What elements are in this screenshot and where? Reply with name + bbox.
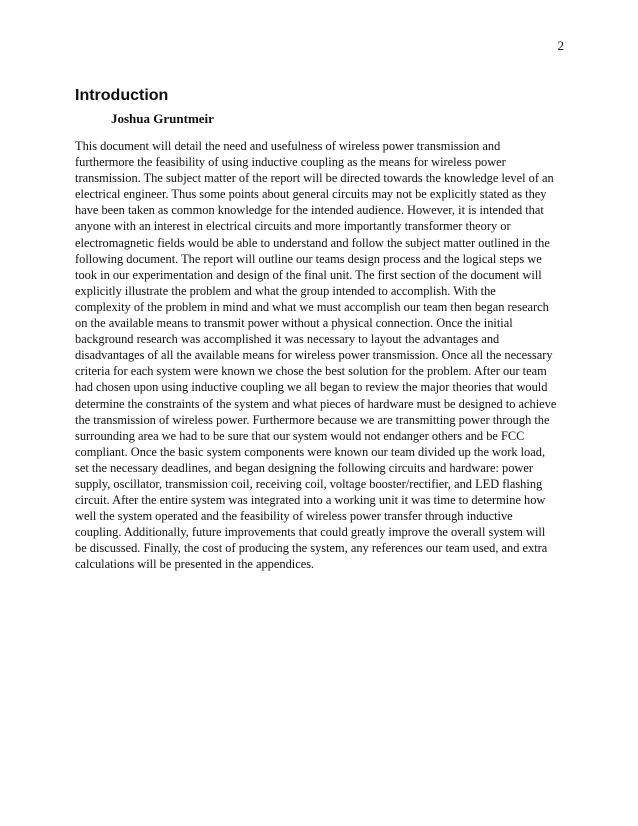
paragraph-line: explicitly illustrate the problem and what the group intended to accomplish. With the — [75, 283, 496, 298]
paragraph-line: disadvantages of all the available means for wireless power transmission. Once all the necessary — [75, 348, 553, 363]
paragraph-line: supply, oscillator, transmission coil, receiving coil, voltage booster/rectifier, and LED flashing — [75, 476, 543, 491]
paragraph-line: coupling. Additionally, future improvements that could greatly improve the overall system will — [75, 525, 546, 540]
paragraph-line: complexity of the problem in mind and what we must accomplish our team then began research — [75, 299, 549, 314]
paragraph-line: transmission. The subject matter of the report will be directed towards the knowledge level of an — [75, 171, 554, 186]
paragraph-line: This document will detail the need and usefulness of wireless power transmission and — [75, 139, 501, 153]
introduction-paragraph — [75, 138, 575, 573]
paragraph-line: on the available means to transmit power without a physical connection. Once the initial — [75, 316, 513, 331]
paragraph-line: surrounding area we had to be sure that our system would not endanger others and be FCC — [75, 428, 525, 443]
paragraph-line: circuit. After the entire system was integrated into a working unit it was time to determine how — [75, 493, 546, 508]
section-heading: Introduction — [75, 87, 169, 104]
paragraph-line: the transmission of wireless power. Furthermore because we are transmitting power through the — [75, 412, 550, 427]
paragraph-line: following document. The report will outline our teams design process and the logical steps we — [75, 251, 542, 266]
paragraph-line: had chosen upon using inductive coupling we all began to review the major theories that would — [75, 380, 548, 395]
paragraph-line: electrical engineer. Thus some points about general circuits may not be explicitly stated as they — [75, 187, 547, 202]
page-number: 2 — [557, 38, 564, 53]
paragraph-line: background research was accomplished it was necessary to layout the advantages and — [75, 332, 500, 347]
paragraph-line: be discussed. Finally, the cost of producing the system, any references our team used, and extra — [75, 541, 548, 556]
paragraph-line: calculations will be presented in the appendices. — [75, 557, 315, 572]
paragraph-line: set the necessary deadlines, and began designing the following circuits and hardware: power — [75, 460, 533, 475]
paragraph-line: well the system operated and the feasibility of wireless power transfer through inductive — [75, 509, 513, 524]
paragraph-line: took in our experimentation and design of the final unit. The first section of the document will — [75, 267, 542, 282]
paragraph-line: determine the constraints of the system and what pieces of hardware must be designed to achieve — [75, 396, 557, 411]
paragraph-line: furthermore the feasibility of using inductive coupling as the means for wireless power — [75, 155, 506, 170]
paragraph-line: compliant. Once the basic system components were known our team divided up the work load, — [75, 444, 546, 459]
paragraph-line: have been taken as common knowledge for the intended audience. However, it is intended that — [75, 203, 544, 218]
author-name: Joshua Gruntmeir — [111, 111, 214, 126]
paragraph-line: anyone with an interest in electrical circuits and more importantly transformer theory or — [75, 219, 511, 234]
paragraph-line: criteria for each system were known we chose the best solution for the problem. After our team — [75, 364, 547, 379]
paragraph-line: electromagnetic fields would be able to understand and follow the subject matter outlined in the — [75, 235, 550, 250]
